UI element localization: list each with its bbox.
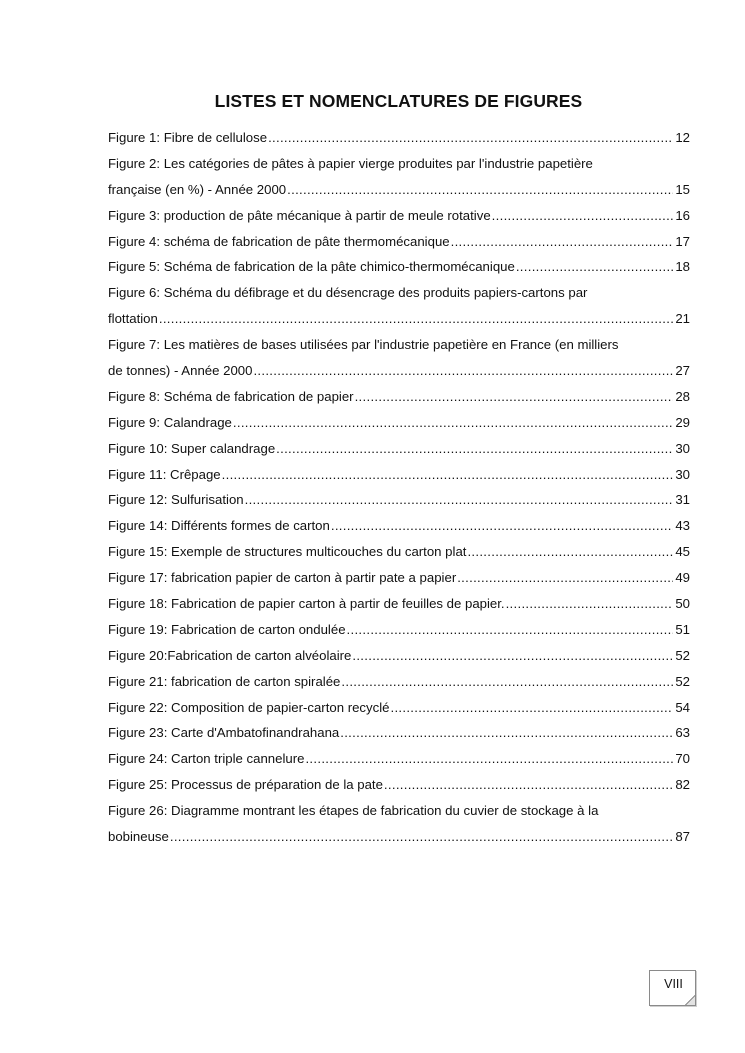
dot-leader (159, 306, 673, 332)
dot-leader (451, 229, 674, 255)
figure-entry-title: Figure 18: Fabrication de papier carton à partir de feuilles de papier. (108, 596, 505, 612)
figure-entry-title: française (en %) - Année 2000 (108, 181, 287, 197)
figure-entry-title: Figure 14: Différents formes de carton (108, 518, 330, 534)
figure-entry-title: Figure 4: schéma de fabrication de pâte thermomécanique (108, 233, 450, 249)
figure-entry-title: Figure 3: production de pâte mécanique à partir de meule rotative (108, 207, 491, 223)
figure-entry[interactable] (108, 384, 690, 410)
figure-entry-title: Figure 9: Calandrage (108, 414, 232, 430)
figure-entry[interactable] (108, 798, 690, 850)
figure-entry-title: Figure 19: Fabrication de carton ondulée (108, 621, 346, 637)
figure-entry-title: Figure 15: Exemple de structures multicouches du carton plat (108, 544, 467, 560)
figure-entry-title: Figure 10: Super calandrage (108, 440, 276, 456)
figure-entry[interactable] (108, 410, 690, 436)
figure-entry-page: 87 (675, 829, 690, 845)
dot-leader (341, 669, 673, 695)
figure-entry-title: Figure 21: fabrication de carton spiralée (108, 673, 341, 689)
figure-entry-title: Figure 1: Fibre de cellulose (108, 130, 268, 145)
figure-entry[interactable] (108, 539, 690, 565)
figure-entry-page: 29 (675, 414, 690, 430)
figure-entry[interactable] (108, 280, 690, 332)
figure-entry-page: 21 (675, 311, 690, 327)
figure-entry[interactable] (108, 617, 690, 643)
figure-entry-page: 43 (675, 518, 690, 534)
figure-entry-title: Figure 17: fabrication papier de carton à partir pate a papier (108, 570, 457, 586)
figure-entry-page: 49 (675, 570, 690, 586)
figure-entry[interactable] (108, 487, 690, 513)
figure-entry-page: 70 (675, 751, 690, 767)
figure-entry-title: flottation (108, 311, 158, 327)
page-number-box (649, 970, 696, 1006)
figure-entry-page: 51 (675, 621, 690, 637)
figure-entry[interactable] (108, 462, 690, 488)
figure-entry[interactable] (108, 565, 690, 591)
figure-entry-page: 18 (675, 259, 690, 275)
figure-entry-title: de tonnes) - Année 2000 (108, 363, 253, 379)
figure-entry-title: Figure 2: Les catégories de pâtes à papier vierge produites par l'industrie papetière (108, 155, 593, 171)
figure-entry-page: 27 (675, 363, 690, 379)
figure-entry-title: Figure 5: Schéma de fabrication de la pâte chimico-thermomécanique (108, 259, 515, 275)
dot-leader (233, 410, 673, 436)
dot-leader (268, 125, 673, 151)
figure-entry-title: Figure 6: Schéma du défibrage et du désencrage des produits papiers-cartons par (108, 285, 588, 301)
figure-entry[interactable] (108, 720, 690, 746)
figure-entry-page: 15 (675, 181, 690, 197)
page-number: VIII (664, 977, 683, 991)
figure-entry-title: Figure 25: Processus de préparation de la pate (108, 777, 383, 793)
figure-list (108, 125, 690, 850)
figure-entry-title: Figure 7: Les matières de bases utilisées par l'industrie papetière en France (en milliers (108, 337, 619, 353)
figure-entry-title: Figure 20:Fabrication de carton alvéolaire (108, 647, 352, 663)
figure-entry-page: 28 (675, 388, 690, 404)
figure-entry-title: Figure 22: Composition de papier-carton recyclé (108, 699, 390, 715)
figure-entry-title: Figure 23: Carte d'Ambatofinandrahana (108, 725, 340, 741)
dot-leader (492, 203, 674, 229)
figure-entry[interactable] (108, 332, 690, 384)
figure-entry[interactable] (108, 254, 690, 280)
dot-leader (355, 384, 674, 410)
figure-entry-page: 45 (675, 544, 690, 560)
dot-leader (245, 487, 674, 513)
figure-entry-page: 31 (675, 492, 690, 508)
figure-entry-page: 30 (675, 440, 690, 456)
dot-leader (457, 565, 673, 591)
figure-entry[interactable] (108, 772, 690, 798)
figure-entry[interactable] (108, 695, 690, 721)
figure-entry-page: 82 (675, 777, 690, 793)
figure-entry-page: 12 (675, 130, 690, 145)
figure-entry-title: Figure 11: Crêpage (108, 466, 221, 482)
figure-entry[interactable] (108, 643, 690, 669)
figure-entry[interactable] (108, 746, 690, 772)
dot-leader (222, 462, 674, 488)
figure-entry[interactable] (108, 513, 690, 539)
dot-leader (384, 772, 673, 798)
dot-leader (352, 643, 673, 669)
figure-entry[interactable] (108, 151, 690, 203)
page-title: LISTES ET NOMENCLATURES DE FIGURES (214, 91, 583, 111)
figure-entry[interactable] (108, 125, 690, 151)
dot-leader (390, 695, 673, 721)
figure-entry-title: Figure 24: Carton triple cannelure (108, 751, 305, 767)
page-fold-icon (685, 995, 695, 1005)
dot-leader (305, 746, 673, 772)
figure-entry-page: 17 (675, 233, 690, 249)
figure-entry-page: 50 (675, 596, 690, 612)
dot-leader (276, 436, 673, 462)
figure-entry-page: 63 (675, 725, 690, 741)
figure-entry-title: bobineuse (108, 829, 169, 845)
dot-leader (516, 254, 673, 280)
figure-entry[interactable] (108, 203, 690, 229)
figure-entry-page: 54 (675, 699, 690, 715)
figure-entry[interactable] (108, 591, 690, 617)
dot-leader (467, 539, 673, 565)
dot-leader (340, 720, 673, 746)
dot-leader (506, 591, 674, 617)
figure-entry-title: Figure 8: Schéma de fabrication de papier (108, 388, 354, 404)
dot-leader (331, 513, 673, 539)
figure-entry[interactable] (108, 669, 690, 695)
dot-leader (287, 177, 673, 203)
dot-leader (253, 358, 673, 384)
figure-entry[interactable] (108, 436, 690, 462)
dot-leader (347, 617, 674, 643)
figure-entry-title: Figure 26: Diagramme montrant les étapes de fabrication du cuvier de stockage à la (108, 803, 599, 819)
figure-entry-page: 52 (675, 647, 690, 663)
dot-leader (170, 824, 673, 850)
figure-entry-title: Figure 12: Sulfurisation (108, 492, 244, 508)
figure-entry-page: 30 (675, 466, 690, 482)
figure-entry[interactable] (108, 229, 690, 255)
figure-entry-page: 52 (675, 673, 690, 689)
figure-entry-page: 16 (675, 207, 690, 223)
